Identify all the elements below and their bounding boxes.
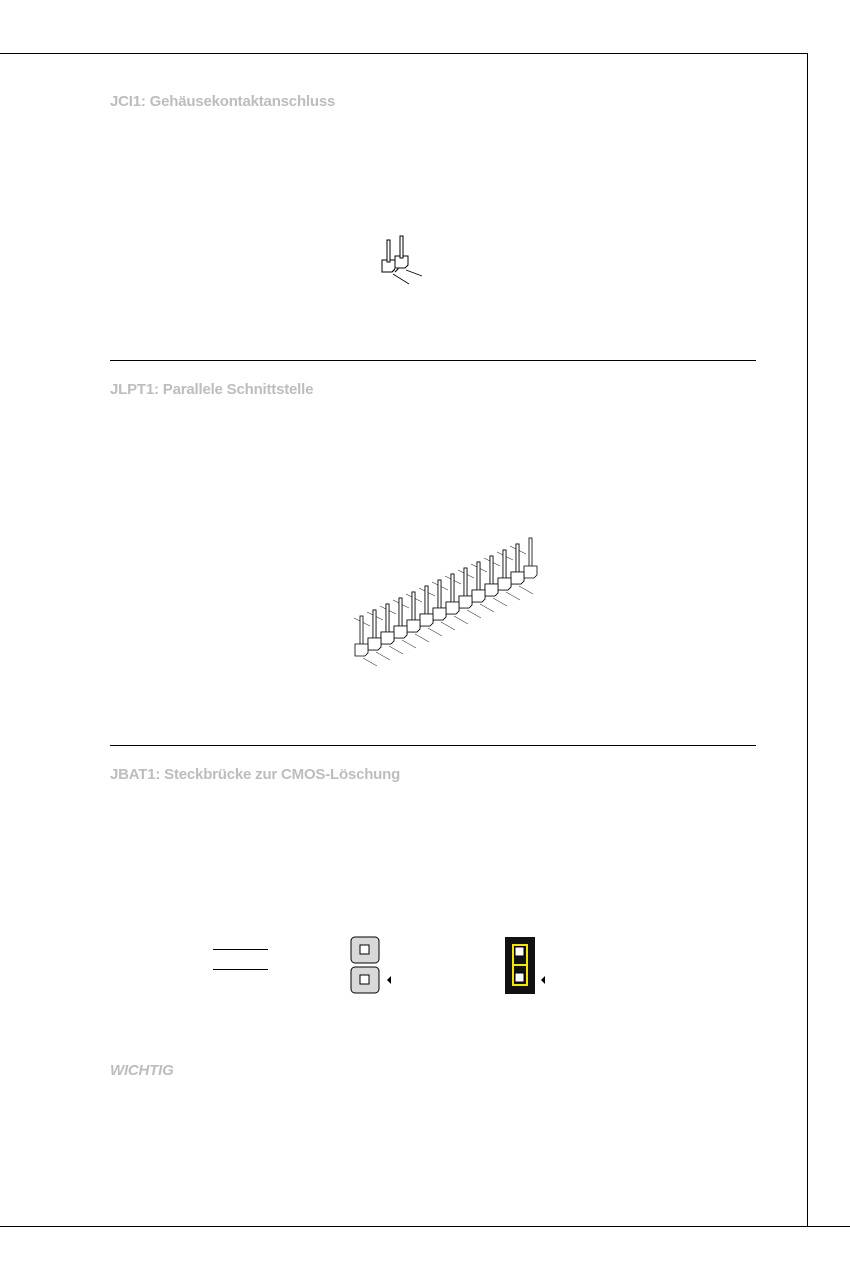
- connector-pin: [490, 556, 493, 588]
- jbat1-jumper-diagram: [505, 935, 555, 1000]
- connector-pin: [373, 610, 376, 642]
- connector-pin: [399, 598, 402, 630]
- pin1-marker-icon: [541, 976, 545, 984]
- frame-top-line: [0, 53, 808, 54]
- connector-pin: [529, 538, 532, 570]
- jbat1-label-line-2: [213, 969, 268, 970]
- connector-pin-base: [433, 608, 446, 620]
- jlpt1-heading: JLPT1: Parallele Schnittstelle: [110, 381, 314, 398]
- jlpt1-connector-diagram: [335, 548, 565, 688]
- jci1-heading: JCI1: Gehäusekontaktanschluss: [110, 93, 336, 110]
- connector-pin: [516, 544, 519, 576]
- pin-leader-line: [428, 628, 442, 636]
- divider-1: [110, 360, 756, 361]
- important-heading: WICHTIG: [110, 1062, 174, 1079]
- connector-pin: [503, 550, 506, 582]
- pin-leader-line: [454, 616, 468, 624]
- divider-2: [110, 745, 756, 746]
- pin-leader-line: [480, 604, 494, 612]
- pin-leader-line: [467, 610, 481, 618]
- jbat1-heading: JBAT1: Steckbrücke zur CMOS-Löschung: [110, 766, 401, 783]
- connector-pin: [386, 604, 389, 636]
- pin-leader-line: [402, 640, 416, 648]
- jbat1-label-line-1: [213, 949, 268, 950]
- connector-pin-base: [459, 596, 472, 608]
- connector-pin: [464, 568, 467, 600]
- connector-pin-base: [355, 644, 368, 656]
- connector-pin: [451, 574, 454, 606]
- pin-leader-line: [389, 646, 403, 654]
- jbat1-pin-diagram: [350, 935, 400, 1000]
- connector-pin-base: [498, 578, 511, 590]
- connector-pin-base: [511, 572, 524, 584]
- connector-pin: [425, 586, 428, 618]
- connector-pin: [438, 580, 441, 612]
- connector-pin-base: [485, 584, 498, 596]
- frame-bottom-line: [0, 1226, 850, 1227]
- connector-pin-base: [368, 638, 381, 650]
- connector-pin-base: [472, 590, 485, 602]
- pin-leader-line: [415, 634, 429, 642]
- pin-leader-line: [363, 658, 377, 666]
- connector-pin-base: [446, 602, 459, 614]
- pin-leader-line: [506, 592, 520, 600]
- connector-pin: [412, 592, 415, 624]
- connector-pin-base: [420, 614, 433, 626]
- connector-pin-base: [524, 566, 537, 578]
- pin-leader-line: [441, 622, 455, 630]
- connector-pin-base: [407, 620, 420, 632]
- connector-pin: [477, 562, 480, 594]
- connector-pin-base: [381, 632, 394, 644]
- frame-right-line: [807, 53, 808, 1226]
- connector-pin: [360, 616, 363, 648]
- jci1-connector-diagram: [375, 232, 435, 292]
- pin-leader-line: [376, 652, 390, 660]
- connector-pin-base: [394, 626, 407, 638]
- pin-leader-line: [519, 586, 533, 594]
- pin-leader-line: [493, 598, 507, 606]
- pin1-marker-icon: [387, 976, 391, 984]
